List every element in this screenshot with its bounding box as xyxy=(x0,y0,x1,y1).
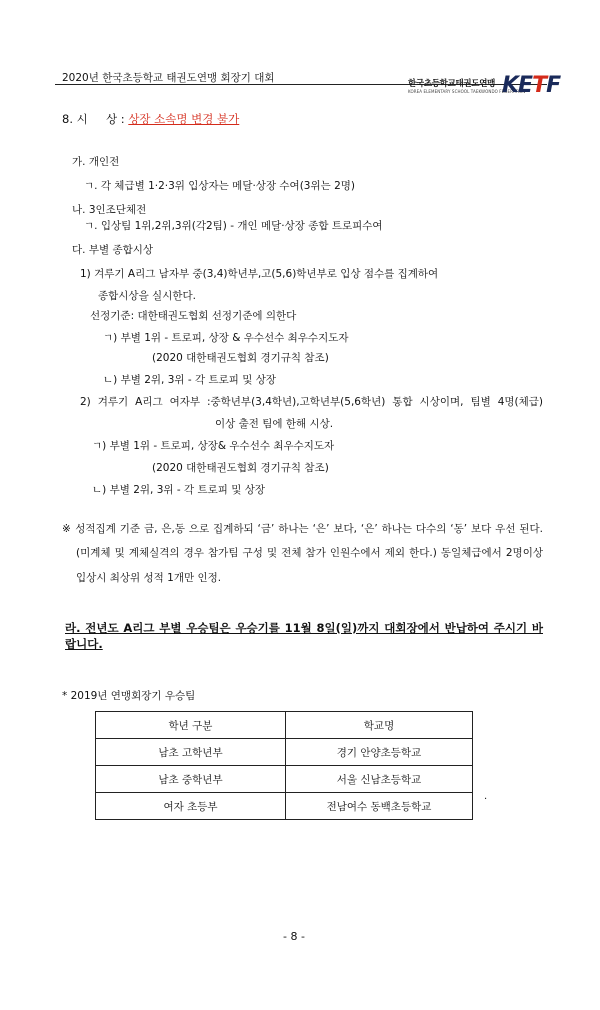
note-line-1: ※ 성적집계 기준 금, 은,동 으로 집계하되 ‘금’ 하나는 ‘은’ 보다, ‘은’ 하나는 다수의 ‘동’ 보다 우선 된다. xyxy=(62,523,543,535)
table-cell: 여자 초등부 xyxy=(96,793,286,820)
table-cell: 경기 안양초등학교 xyxy=(286,739,473,766)
document-header-title: 2020년 한국초등학교 태권도연맹 회장기 대회 xyxy=(62,72,275,84)
table-row xyxy=(96,793,473,820)
logo-mark xyxy=(502,73,560,98)
logo-mark-f: F xyxy=(546,73,561,98)
table-header-row xyxy=(96,712,473,739)
winners-table xyxy=(95,711,473,820)
item-ga: 가. 개인전 xyxy=(72,156,120,168)
item-da-1f: ㄴ) 부별 2위, 3위 - 각 트로피 및 상장 xyxy=(103,374,277,386)
federation-logo xyxy=(408,73,561,104)
table-header-cell: 학교명 xyxy=(286,712,473,739)
logo-english-name: KOREA ELEMENTARY SCHOOL TAEKWONDO FEDERATION xyxy=(408,89,526,94)
item-ga-1: ㄱ. 각 체급별 1·2·3위 입상자는 메달·상장 수여(3위는 2명) xyxy=(84,180,356,192)
note-line-3: 입상시 최상위 성적 1개만 인정. xyxy=(76,572,222,584)
table-header-cell: 학년 구분 xyxy=(96,712,286,739)
item-da-1d: ㄱ) 부별 1위 - 트로피, 상장 & 우수선수 최우수지도자 xyxy=(103,332,349,344)
page-number: - 8 - xyxy=(283,930,305,943)
item-da-2b: 이상 출전 팀에 한해 시상. xyxy=(215,418,334,430)
item-da-1a: 1) 겨루기 A리그 남자부 중(3,4)학년부,고(5,6)학년부로 입상 점수를 집계하여 xyxy=(80,268,439,280)
table-row xyxy=(96,766,473,793)
trophy-return-notice: 라. 전년도 A리그 부별 우승팀은 우승기를 11월 8일(일)까지 대회장에서 반납하여 주시기 바랍니다. xyxy=(65,621,543,651)
item-da-1e: (2020 대한태권도협회 경기규칙 참조) xyxy=(152,352,329,364)
logo-mark-t: T xyxy=(532,73,547,98)
stray-mark: · xyxy=(484,794,488,805)
item-da-2e: ㄴ) 부별 2위, 3위 - 각 트로피 및 상장 xyxy=(92,484,266,496)
section-title xyxy=(62,111,239,127)
table-cell: 남초 고학년부 xyxy=(96,739,286,766)
table-cell: 전남여수 동백초등학교 xyxy=(286,793,473,820)
item-da-2d: (2020 대한태권도협회 경기규칙 참조) xyxy=(152,462,329,474)
item-da: 다. 부별 종합시상 xyxy=(72,244,154,256)
item-da-2a: 2) 겨루기 A리그 여자부 :중학년부(3,4학년),고학년부(5,6학년) 통합 시상이며, 팀별 4명(체급) xyxy=(80,396,543,408)
section-number: 8. 시 상 : xyxy=(62,112,125,126)
note-line-2: (미계체 및 계체실격의 경우 참가팀 구성 및 전체 참가 인원수에서 제외 한다.) 동일체급에서 2명이상 xyxy=(76,547,543,559)
table-row xyxy=(96,739,473,766)
table-cell: 서울 신남초등학교 xyxy=(286,766,473,793)
item-na: 나. 3인조단체전 xyxy=(72,204,147,216)
item-da-1b: 종합시상을 실시한다. xyxy=(98,290,196,302)
item-da-2c: ㄱ) 부별 1위 - 트로피, 상장& 우수선수 최우수지도자 xyxy=(92,440,335,452)
section-note: 상장 소속명 변경 불가 xyxy=(128,112,240,126)
logo-org-name: 한국초등학교태권도연맹 xyxy=(408,79,496,89)
winners-heading: * 2019년 연맹회장기 우승팀 xyxy=(62,690,196,702)
item-da-1c: 선정기준: 대한태권도협회 선정기준에 의한다 xyxy=(90,310,297,322)
logo-mark-ke: KE xyxy=(502,73,533,98)
table-cell: 남초 중학년부 xyxy=(96,766,286,793)
item-na-1: ㄱ. 입상팀 1위,2위,3위(각2팀) - 개인 메달·상장 종합 트로피수여 xyxy=(84,220,383,232)
